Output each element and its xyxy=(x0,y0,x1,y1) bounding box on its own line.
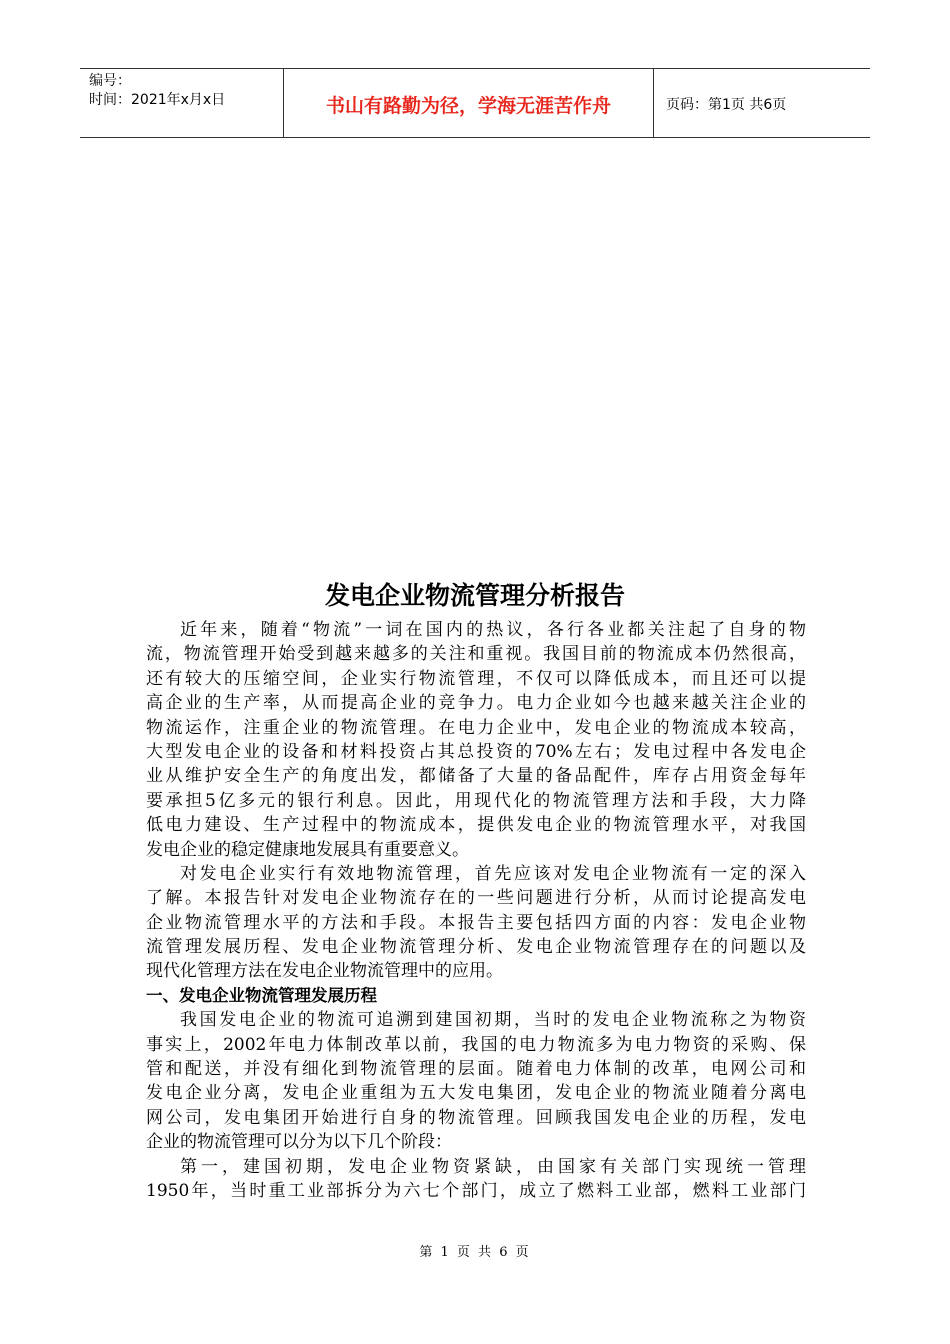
document-title: 发电企业物流管理分析报告 xyxy=(324,581,625,610)
body-line: 低电力建设、生产过程中的物流成本，提供发电企业的物流管理水平，对我国 xyxy=(146,815,806,836)
body-line: 还有较大的压缩空间，企业实行物流管理，不仅可以降低成本，而且还可以提 xyxy=(146,668,806,689)
body-line: 第一，建国初期，发电企业物资紧缺，由国家有关部门实现统一管理 xyxy=(180,1156,806,1177)
body-line: 业从维护安全生产的角度出发，都储备了大量的备品配件，库存占用资金每年 xyxy=(146,766,806,787)
body-line: 高企业的生产率，从而提高企业的竞争力。电力企业如今也越来越关注企业的 xyxy=(146,693,806,714)
document-date-label: 时间：2021年x月x日 xyxy=(89,92,226,108)
body-line: 流，物流管理开始受到越来越多的关注和重视。我国目前的物流成本仍然很高， xyxy=(146,644,806,665)
body-line: 了解。本报告针对发电企业物流存在的一些问题进行分析，从而讨论提高发电 xyxy=(146,888,806,909)
body-line: 企业物流管理水平的方法和手段。本报告主要包括四方面的内容：发电企业物 xyxy=(146,912,806,933)
document-number-label: 编号： xyxy=(89,73,131,89)
page-footer: 第 1 页 共 6 页 xyxy=(419,1245,531,1260)
body-line: 企业的物流管理可以分为以下几个阶段： xyxy=(146,1132,452,1153)
section-heading: 一、发电企业物流管理发展历程 xyxy=(146,985,377,1005)
body-line: 网公司，发电集团开始进行自身的物流管理。回顾我国发电企业的历程，发电 xyxy=(146,1107,806,1128)
header-page-info: 页码：第1页 共6页 xyxy=(666,97,787,113)
body-line: 发电企业的稳定健康地发展具有重要意义。 xyxy=(146,839,469,860)
body-line: 大型发电企业的设备和材料投资占其总投资的70%左右；发电过程中各发电企 xyxy=(146,741,806,762)
header-motto-cell xyxy=(284,69,654,137)
header-page-cell xyxy=(654,69,870,137)
body-line: 流管理发展历程、发电企业物流管理分析、发电企业物流管理存在的问题以及 xyxy=(146,937,806,958)
body-line: 发电企业分离，发电企业重组为五大发电集团，发电企业的物流业随着分离电 xyxy=(146,1083,806,1104)
body-line: 我国发电企业的物流可追溯到建国初期，当时的发电企业物流称之为物资 xyxy=(180,1010,806,1031)
header-meta-cell xyxy=(80,69,284,137)
body-line: 管和配送，并没有细化到物流管理的层面。随着电力体制的改革，电网公司和 xyxy=(146,1059,806,1080)
header-table xyxy=(80,68,870,138)
body-line: 1950年，当时重工业部拆分为六七个部门，成立了燃料工业部，燃料工业部门 xyxy=(146,1180,806,1201)
document-body xyxy=(146,618,806,1203)
body-line: 事实上，2002年电力体制改革以前，我国的电力物流多为电力物资的采购、保 xyxy=(146,1034,806,1055)
body-line: 物流运作，注重企业的物流管理。在电力企业中，发电企业的物流成本较高， xyxy=(146,717,806,738)
body-line: 要承担5亿多元的银行利息。因此，用现代化的物流管理方法和手段，大力降 xyxy=(146,790,806,811)
body-line: 现代化管理方法在发电企业物流管理中的应用。 xyxy=(146,961,503,982)
body-line: 近年来，随着“物流”一词在国内的热议，各行各业都关注起了自身的物 xyxy=(180,620,806,640)
header-motto: 书山有路勤为径，学海无涯苦作舟 xyxy=(325,95,611,117)
body-line: 对发电企业实行有效地物流管理，首先应该对发电企业物流有一定的深入 xyxy=(180,863,806,884)
